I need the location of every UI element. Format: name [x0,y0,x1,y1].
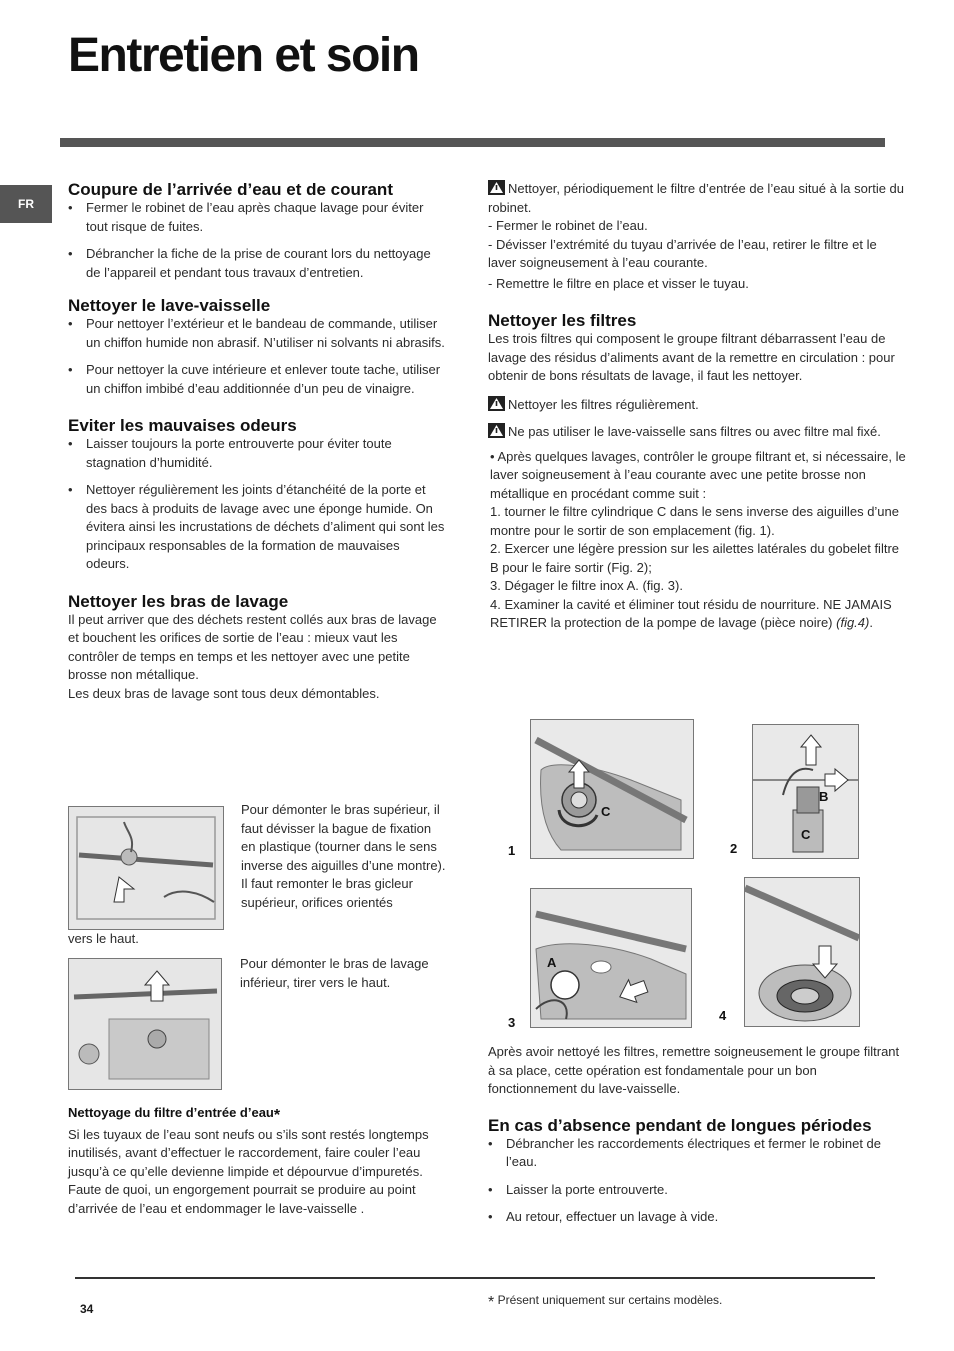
section-title-water-power-cut: Coupure de l’arrivée d’eau et de courant [68,180,393,199]
warning-clean-filters: Nettoyer les filtres régulièrement. [488,396,906,415]
label-a: A [547,955,557,970]
list-item: • Débrancher la fiche de la prise de courant lors du nettoyage de l’appareil et pendant tous travaux d’entretien. [68,245,446,282]
footer-rule [75,1277,875,1279]
label-c: C [801,827,811,842]
asterisk: * [273,1107,281,1124]
upper-arm-illustration [69,807,223,929]
list-item: • Au retour, effectuer un lavage à vide. [488,1208,906,1227]
warning-icon [488,180,505,195]
asterisk: * [488,1294,495,1311]
section-title-clean-filters: Nettoyer les filtres [488,311,637,330]
list-item: • Nettoyer régulièrement les joints d’étanchéité de la porte et des bacs à produits de lavage avec une éponge humide. On évitera ainsi les incrustations de déchets d’aliment qui sont les principaux responsables de la formation de mauvaises odeurs. [68,481,446,574]
footnote: * Présent uniquement sur certains modèles. [488,1293,723,1311]
left-column [68,180,446,703]
right-column-lower [488,1043,906,1236]
figure-number-1: 1 [508,843,516,858]
list-odors [68,435,446,574]
figure-upper-spray-arm [68,806,224,930]
after-filters-paragraph: Après avoir nettoyé les filtres, remettre soigneusement le groupe filtrant à sa place, cette opération est fondamentale pour un bon fonctionnement du lave-vaisselle. [488,1044,900,1096]
list-item: • Fermer le robinet de l’eau après chaque lavage pour éviter tout risque de fuites. [68,199,446,236]
step-3: 3. Dégager le filtre inox A. (fig. 3). [490,578,683,593]
title-rule [60,138,885,147]
list-item: • Pour nettoyer la cuve intérieure et enlever toute tache, utiliser un chiffon imbibé d’eau additionnée d’un peu de vinaigre. [68,361,446,398]
step-1: 1. tourner le filtre cylindrique C dans le sens inverse des aiguilles d’une montre pour le sortir de son emplacement (fig. 1). [490,504,899,538]
spray-arms-removable: Les deux bras de lavage sont tous deux démontables. [68,685,380,701]
steps-intro: • Après quelques lavages, contrôler le groupe filtrant et, si nécessaire, le laver soigneusement à l’eau courante avec une petite brosse non métallique en procédant comme suit : [490,448,906,501]
step-2: 2. Exercer une légère pression sur les ailettes latérales du gobelet filtre B pour le faire sortir (Fig. 2); [490,541,899,575]
figure-number-3: 3 [508,1015,516,1030]
warning-icon [488,423,505,438]
section-title-spray-arms: Nettoyer les bras de lavage [68,591,289,611]
inlet-step: - Fermer le robinet de l’eau. [488,218,648,233]
figure-1-illustration [531,720,693,858]
figure-4-illustration [745,878,859,1026]
figure-3 [530,888,692,1028]
water-inlet-paragraph: Si les tuyaux de l’eau sont neufs ou s’ils sont restés longtemps inutilisés, avant d’effectuer le raccordement, faire couler l’eau jusqu’à ce qu’elle devienne limpide et dépourvue d’impuretés. Faute de quoi, un engorgement pourrait se produire au point d’arrivée de l’eau et endommager le lave-vaisselle . [68,1126,429,1216]
list-clean-dishwasher [68,315,446,398]
warning-icon [488,396,505,411]
section-water-inlet-filter [68,1104,446,1218]
section-title-odors: Eviter les mauvaises odeurs [68,416,297,435]
filters-paragraph: Les trois filtres qui composent le groupe filtrant débarrassent l’eau de lavage des résidus d’aliments avant de la remettre en circulation : pour obtenir de bons résultats de lavage, il faut les nettoyer. [488,331,895,383]
right-column [488,180,906,633]
figure-4 [744,877,860,1027]
section-title-clean-dishwasher: Nettoyer le lave-vaisselle [68,296,271,315]
language-tab: FR [0,185,52,223]
section-title-long-absence: En cas d’absence pendant de longues périodes [488,1115,872,1135]
figure-number-2: 2 [730,841,738,856]
warning-inlet-filter: Nettoyer, périodiquement le filtre d’entrée de l’eau situé à la sortie du robinet. [488,181,905,215]
list-item: • Laisser toujours la porte entrouverte pour éviter toute stagnation d’humidité. [68,435,446,472]
list-item: • Pour nettoyer l’extérieur et le bandeau de commande, utiliser un chiffon humide non abrasif. N’utiliser ni solvants ni abrasifs. [68,315,446,352]
warning-no-filters: Ne pas utiliser le lave-vaisselle sans filtres ou avec filtre mal fixé. [488,423,906,442]
figure-lower-spray-arm [68,958,222,1090]
inlet-step: - Dévisser l’extrémité du tuyau d’arrivée de l’eau, retirer le filtre et le laver soigneusement à l’eau courante. [488,236,877,270]
figure-1 [530,719,694,859]
list-long-absence [488,1135,906,1227]
upper-arm-instructions: Pour démonter le bras supérieur, il faut dévisser la bague de fixation en plastique (tourner dans le sens inverse des aiguilles d’une montre). Il faut remonter le bras gicleur supérieur, orifices orientés [241,802,446,910]
upper-arm-instructions-end: vers le haut. [68,931,139,946]
list-item: • Débrancher les raccordements électriques et fermer le robinet de l’eau. [488,1135,906,1172]
label-c: C [601,804,611,819]
lower-arm-illustration [69,959,221,1089]
step-4: 4. Examiner la cavité et éliminer tout résidu de nourriture. NE JAMAIS RETIRER la protection de la pompe de lavage (pièce noire) (fig.4). [490,596,892,630]
figure-number-4: 4 [719,1008,727,1023]
section-title-water-inlet-filter: Nettoyage du filtre d’entrée d’eau* [68,1105,281,1124]
list-item: • Laisser la porte entrouverte. [488,1181,906,1200]
lower-arm-instructions: Pour démonter le bras de lavage inférieur, tirer vers le haut. [240,956,429,990]
filter-steps [488,448,906,633]
inlet-step: - Remettre le filtre en place et visser le tuyau. [488,275,749,291]
figure-2 [752,724,859,859]
spray-arms-paragraph: Il peut arriver que des déchets restent collés aux bras de lavage et bouchent les orifices de sortie de l’eau : mieux vaut les contrôler de temps en temps et les nettoyer avec une petite brosse non métallique. [68,611,437,682]
page-number: 34 [80,1302,94,1316]
list-water-power-cut [68,199,446,282]
page-title: Entretien et soin [68,29,419,82]
label-b: B [819,789,829,804]
